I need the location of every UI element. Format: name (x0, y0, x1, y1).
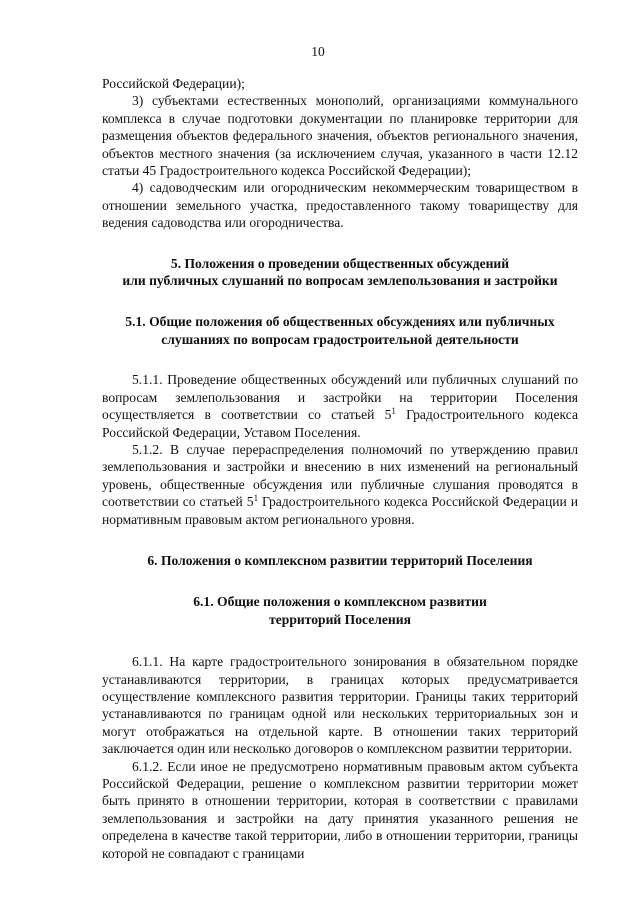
section-5-heading-line-1: 5. Положения о проведении общественных обсуждений (170, 255, 510, 271)
page-content (102, 75, 578, 862)
section-5-1-heading (102, 313, 578, 348)
paragraph-5-1-2-text-a: 5.1.2. В случае перераспределения полномочий по утверждению правил землепользования и застройки и внесению в них изменений на региональный уровень, общественные обсуждения или публичные слушания проводятся в соответствии со статьей 5 (102, 441, 578, 510)
paragraph-item-3: 3) субъектами естественных монополий, организациями коммунального комплекса в случае подготовки документации по планировке территории для размещения объектов федерального значения, объектов регионального значения, объектов местного значения (за исключением случая, указанного в части 12.12 статьи 45 Градостроительного кодекса Российской Федерации); (102, 93, 578, 179)
section-5-1-heading-line-1: 5.1. Общие положения об общественных обсуждениях или публичных (125, 314, 555, 330)
page-number: 10 (311, 44, 325, 59)
paragraph-5-1-1-superscript: 1 (391, 406, 396, 417)
paragraph-continuation: Российской Федерации); (102, 76, 245, 91)
section-5-1-heading-line-2: слушаниях по вопросам градостроительной деятельности (161, 331, 519, 347)
paragraph-5-1-2-superscript: 1 (253, 493, 259, 504)
paragraph-5-1-2-text-b: Градостроительного кодекса Российской Федерации и нормативным правовым актом регионального уровня. (102, 494, 578, 527)
section-6-1-heading-line-1: 6.1. Общие положения о комплексном развитии (193, 594, 487, 610)
section-5-heading-line-2: или публичных слушаний по вопросам землепользования и застройки (122, 273, 558, 289)
paragraph-5-1-2 (102, 441, 578, 528)
paragraph-5-1-1-text-a: 5.1.1. Проведение общественных обсуждений или публичных слушаний по вопросам землепользования и застройки на территории Поселения осуществляется в соответствии со статьей 5 (102, 372, 578, 423)
paragraph-5-1-1-text-b: Градостроительного кодекса Российской Федерации, Уставом Поселения. (102, 407, 578, 440)
paragraph-5-1-1 (102, 371, 578, 441)
paragraph-6-1-1: 6.1.1. На карте градостроительного зонирования в обязательном порядке устанавливаются территории, в границах которых предусматривается осуществление комплексного развития территории. Границы таких территорий устанавливаются по границам одной или нескольких территориальных зон и могут отображаться на отдельной карте. В отношении таких территорий заключается один или несколько договоров о комплексном развитии территории. (102, 654, 578, 757)
section-5-heading (102, 255, 578, 290)
section-6-1-heading (102, 593, 578, 628)
paragraph-6-1-2: 6.1.2. Если иное не предусмотрено нормативным правовым актом субъекта Российской Федерации, решение о комплексном развитии территории может быть принято в отношении территории, которая в соответствии с правилами землепользования и застройки на дату принятия указанного решения не определена в качестве такой территории, либо в отношении территории, границы которой не совпадают с границами (102, 758, 578, 861)
section-6-1-heading-line-2: территорий Поселения (269, 611, 411, 627)
section-6-heading: 6. Положения о комплексном развитии территорий Поселения (147, 552, 533, 568)
paragraph-item-4: 4) садоводческим или огородническим некоммерческим товариществом в отношении земельного участка, предоставленного такому товариществу для ведения садоводства или огородничества. (102, 180, 578, 231)
